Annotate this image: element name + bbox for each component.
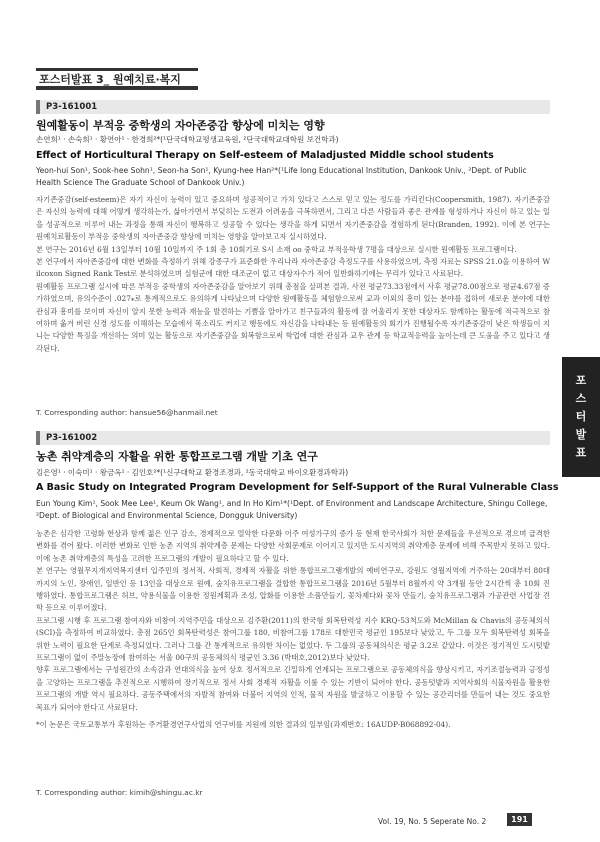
side-tab-char: 표 xyxy=(575,446,587,459)
article-body xyxy=(36,528,550,732)
section-header: 포스터발표 3_ 원예치료·복지 xyxy=(36,68,198,90)
body-paragraph: 자기존중감(self-esteem)은 자기 자신이 능력이 있고 중요하며 성공적이고 가치 있다고 스스로 믿고 있는 정도를 가리킨다(Coopersmith, 1987). 자기존중감은 자신의 능력에 대해 어떻게 생각하는가, 삶아가면서 부딪히는 도전과 어려움을 극복하면서, 그리고 다른 사람들과 좋은 관계를 형성하거나 자신이 하고 있는 일을 성공적으로 이루어 내는 과정을 통해 자신이 행복하고 성공할 수 있다는 생각을 하게 되면서 자기존중감을 경험하게 된다(Branden, 1992). 이에 본 연구는 원예치료활동이 부적응 중학생의 자아존중감 향상에 미치는 영향을 알아보고자 실시하였다. xyxy=(36,195,550,242)
funding-note: *이 논문은 국토교통부가 후원하는 주거환경연구사업의 연구비를 지원에 의한 결과의 일부임(과제번호: 16AUDP-B068892-04). xyxy=(36,720,451,730)
article-authors-en: Yeon-hui Son¹, Sook-hee Sohn¹, Seon-ha Son¹, Kyung-hee Han²*(¹Life long Educational Institution, Dankook Univ., ²Dept. of Public Health Science The Graduate School of Dankook Univ.) xyxy=(36,166,527,187)
article-authors-en: Eun Young Kim¹, Sook Mee Lee¹, Keum Ok Wang¹, and In Ho Kim¹*(¹Dept. of Environment and Landscape Architecture, Shingu College, ²Dept. of Biological and Environmental Science, Dongguk University) xyxy=(36,499,548,520)
page-number: 191 xyxy=(507,813,532,826)
article-title-ko: 농촌 취약계층의 자활을 위한 통합프로그램 개발 기초 연구 xyxy=(36,450,318,463)
body-paragraph: 프로그램 시행 후 프로그램 참여자와 비참여 지역주민을 대상으로 김주환(2011)의 한국형 회복탄력성 지수 KRQ-53척도와 McMillan & Chavis의 공동체의식(SCI)을 측정하여 비교하였다. 총점 265인 회복탄력성은 참여그룹 180, 비참여그룹 178로 대한민국 평균인 195보다 낮았고, 두 그룹 모두 회복탄력성 회복을 위한 노력이 필요한 단계로 측정되었다. 그러나 그룹 간 통계적으로 유의한 차이는 없었다. 두 그룹의 공동체의식은 평균 3.2로 같았다. 이것은 정기적인 도시텃밭 프로그램이 없이 주말농장에 참여하는 서울 00구의 공동체의식 평균인 3.36 (박태호,2012)보다 낮았다. xyxy=(36,615,550,663)
corresponding-author: T. Corresponding author: hansue56@hanmail.net xyxy=(36,408,218,417)
body-paragraph: 본 연구는 2016년 6월 13일부터 10월 10일까지 주 1회 총 10회기로 S시 소재 oo 중학교 부적응학생 7명을 대상으로 실시한 원예활동 프로그램이다. xyxy=(36,244,517,254)
article-code: P3-161002 xyxy=(46,433,98,443)
code-bar-accent xyxy=(36,100,40,114)
article-title-en: Effect of Horticultural Therapy on Self-esteem of Maladjusted Middle school students xyxy=(36,150,494,161)
side-tab-char: 발 xyxy=(575,428,587,441)
journal-info: Vol. 19, No. 5 Seperate No. 2 xyxy=(378,817,487,826)
corresponding-author: T. Corresponding author: kimih@shingu.ac.kr xyxy=(36,788,203,797)
article-authors-ko: 손연희¹ · 손숙희¹ · 황연아¹ · 한경희²*(¹단국대학교평생교육원, ²단국대학교대학원 보건학과) xyxy=(36,135,339,144)
side-tab-char: 터 xyxy=(575,410,587,423)
body-paragraph: 본 연구에서 자아존중감에 대한 변화를 측정하기 위해 강종구가 표준화한 우리나라 자아존중감 측정도구를 사용하였으며, 측정 자료는 SPSS 21.0을 이용하여 Wilcoxon Signed Rank Test로 분석하였으며 실험군에 대한 대조군이 없고 대상자수가 적어 일반화하기에는 무리가 있다고 사료된다. xyxy=(36,257,550,279)
body-paragraph: 원예활동 프로그램 실시에 따른 부적응 중학생의 자아존중감을 알아보기 위해 총점을 살펴본 결과, 사전 평균73.33점에서 사후 평균78.00점으로 평균4.67점 증가하였으며, 유의수준이 .027⁎로 통계적으로도 유의하게 나타났으며 다양한 원예활동을 체험함으로써 교과 이외의 흥미 있는 분야를 접하여 새로운 분야에 대한 관심과 흥미를 보이며 자신이 알지 못한 능력과 재능을 발견하는 기쁨을 알아가고 친구들과의 활동에 잘 어울리지 못한 대상자도 함께하는 활동에 적극적으로 참여하며 옮겨 버린 신경 성도를 이해하는 모습에서 목소리도 커지고 행동에도 자신감을 나타내는 등 원예활동의 회기가 진행될수록 자기존중감이 낮은 학생들이 지니는 다양한 특징을 개선하는 의미 있는 활동으로 자기존중감을 회복함으로써 학업에 대한 관심과 교우 관계 등 학교적응력을 높이는데 큰 도움을 주고 있다고 생각된다. xyxy=(36,281,550,353)
article-body xyxy=(36,194,550,355)
article-authors-ko: 김은영¹ · 이숙미¹ · 왕금옥¹ · 김인호²*(¹신구대학교 환경조경과, ²동국대학교 바이오환경과학과) xyxy=(36,468,349,477)
body-paragraph: 농촌은 심각한 고령화 현상과 함께 젊은 인구 감소, 경제적으로 열악한 다문화 이주 여성가구의 증가 등 현재 한국사회가 처한 문제들을 우선적으로 겪으며 급격한 변화를 겪어 왔다. 이러한 변화로 인한 농촌 지역의 취약계층 문제는 다양한 사회문제로 이어지고 있지만 도시지역의 취약계층 문제에 비해 주목받지 못하고 있다. 이에 농촌 취약계층의 특성을 고려한 프로그램의 개발이 필요하다고 할 수 있다. xyxy=(36,529,550,563)
body-paragraph: 향후 프로그램에서는 구성원간의 소속감과 연대의식을 높여 상호 정서적으로 긴밀하게 연계되는 프로그램으로 공동체의식을 향상시키고, 자기조절능력과 긍정성을 고양하는 프로그램을 추진적으로 시행하여 장기적으로 정서 사회 경제적 자활을 이룰 수 있는 기반이 되어야 한다. 공동텃밭과 지역사회의 식물자원을 활용한 프로그램의 개발 역시 필요하다. 공동주택에서의 자발적 참여와 더불어 지역의 인적, 물적 자원을 발굴하고 이용할 수 있는 공간리더를 만들어 내는 것도 중요한 목표가 되어야 한다고 사료된다. xyxy=(36,665,550,712)
code-bar-accent xyxy=(36,431,40,445)
body-paragraph: 본 연구는 영월무지개지역복지센터 입주민의 정서적, 사회적, 경제적 자활을 위한 통합프로그램개발의 예비연구로, 강원도 영월지역에 거주하는 20대부터 80대까지의 노인, 장애인, 일반인 등 13인을 대상으로 원예, 숲치유프로그램을 결합한 통합프로그램을 2016년 5월부터 8월까지 약 3개월 동안 2시간씩 총 10회 진행하였다. 통합프로그램은 허브, 약용식물을 이용한 정원계획과 조성, 압화를 이용한 소품만들기, 꽃차제다와 꽃차 만들기, 숲치유프로그램과 가공관련 사업장 견학 등으로 이루어졌다. xyxy=(36,566,550,613)
article-code: P3-161001 xyxy=(46,102,98,112)
article-title-en: A Basic Study on Integrated Program Development for Self-Support of the Rural Vulnerable Class xyxy=(36,482,559,493)
article-code-bar xyxy=(36,100,550,114)
article-code-bar xyxy=(36,431,550,445)
side-tab-char: 포 xyxy=(575,374,587,387)
article-title-ko: 원예활동이 부적응 중학생의 자아존중감 향상에 미치는 영향 xyxy=(36,119,325,132)
side-tab-char: 스 xyxy=(575,392,587,405)
side-tab xyxy=(562,357,600,477)
